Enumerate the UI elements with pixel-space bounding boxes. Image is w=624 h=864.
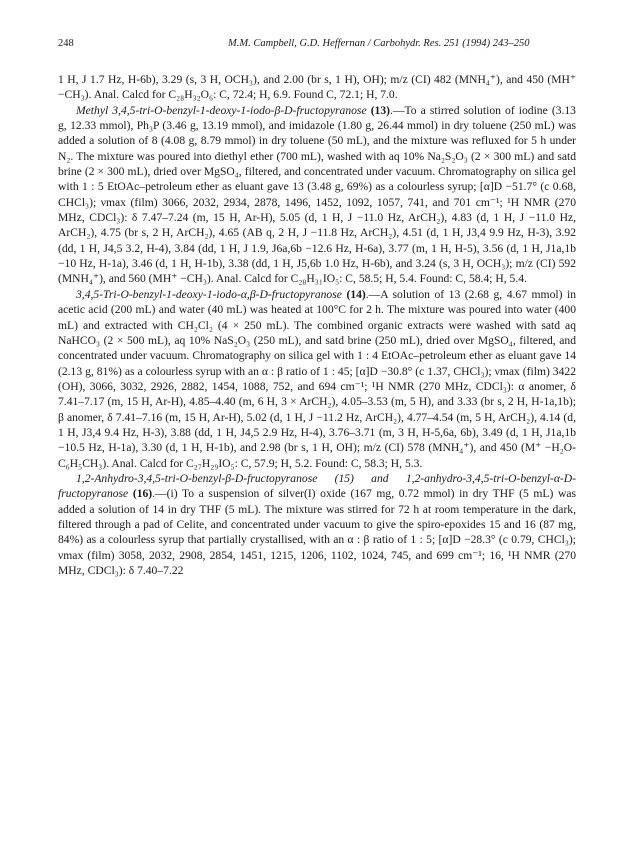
paragraph-text: .—To a stirred solution of iodine (3.13 g, 12.33 mmol), Ph₃P (3.46 g, 13.19 mmol), and imidazole (1.80 g, 26.44 mmol) in dry toluene (250 mL) was added a solution of 8 (4.08 g, 8.79 mmol) in dry toluene (50 mL), and the mixture was refluxed for 5 h under N₂. The mixture was poured into diethyl ether (700 mL), washed with aq 10% Na₂S₂O₃ (2 × 300 mL) and satd brine (2 × 300 mL), dried over MgSO₄, filtered, and concentrated under vacuum. Chromatography on silica gel with 1 : 5 EtOAc–petroleum ether as eluant gave 13 (3.48 g, 69%) as a colourless syrup; [α]D −51.7° (c 0.68, CHCl₃); νmax (film) 3066, 2032, 2934, 2878, 1496, 1452, 1092, 1057, 741, and 701 cm⁻¹; ¹H NMR (270 MHz, CDCl₃): δ 7.47–7.24 (m, 15 H, Ar-H), 5.05 (d, 1 H, J −11.0 Hz, ArCH₂), 4.83 (d, 1 H, J −11.0 Hz, ArCH₂), 4.75 (br s, 2 H, ArCH₂), 4.65 (AB q, 2 H, J −11.8 Hz, ArCH₂), 4.51 (d, 1 H, J3,4 9.9 Hz, H-3), 3.92 (dd, 1 H, J4,5 3.2, H-4), 3.84 (dd, 1 H, J 1.9, J6a,6b −12.6 Hz, H-6a), 3.77 (m, 1 H, H-5), 3.56 (d, 1 H, J1a,1b −10 Hz, H-1a), 3.46 (d, 1 H, H-1b), 3.38 (dd, 1 H, J5,6b 1.0 Hz, H-6b), and 3.24 (s, 3 H, OCH₃); m/z (CI) 592 (MNH₄⁺), and 560 (MH⁺ −CH₃). Anal. Calcd for C₂₈H₃₁IO₅: C, 58.5; H, 5.4. Found: C, 58.4; H, 5.4. — [58, 103, 576, 286]
article-body — [58, 72, 576, 578]
compound-title: 3,4,5-Tri-O-benzyl-1-deoxy-1-iodo-α,β-D-fructopyranose — [76, 287, 342, 301]
paragraph-text: .—(i) To a suspension of silver(I) oxide (167 mg, 0.72 mmol) in dry THF (5 mL) was added a solution of 14 in dry THF (5 mL). The mixture was stirred for 72 h at room temperature in the dark, filtered through a pad of Celite, and concentrated under vacuum to give the spiro-epoxides 15 and 16 (87 mg, 84%) as a colourless syrup that partially crystallised, with an α : β ratio of 1 : 5; [α]D −28.3° (c 0.79, CHCl₃); νmax (film) 3058, 2032, 2908, 2854, 1451, 1215, 1206, 1102, 1024, 745, and 699 cm⁻¹; 16, ¹H NMR (270 MHz, CDCl₃): δ 7.40–7.22 — [58, 487, 576, 577]
paragraph-text: .—A solution of 13 (2.68 g, 4.67 mmol) in acetic acid (200 mL) and water (40 mL) was heated at 100°C for 2 h. The mixture was poured into water (400 mL) and extracted with CH₂Cl₂ (4 × 250 mL). The combined organic extracts were washed with satd aq NaHCO₃ (2 × 500 mL), aq 10% NaS₂O₃ (250 mL), and satd brine (250 mL), dried over MgSO₄, filtered, and concentrated under vacuum. Chromatography on silica gel with 1 : 4 EtOAc–petroleum ether as eluant gave 14 (2.13 g, 81%) as a colourless syrup with an α : β ratio of 1 : 45; [α]D −30.8° (c 1.37, CHCl₃); νmax (film) 3422 (OH), 3066, 3032, 2926, 2882, 1454, 1088, 752, and 694 cm⁻¹; ¹H NMR (270 MHz, CDCl₃): α anomer, δ 7.41–7.17 (m, 15 H, Ar-H), 4.85–4.40 (m, 6 H, 3 × ArCH₂), 4.05–3.53 (m, 5 H), and 3.33 (br s, 2 H, H-1a,1b); β anomer, δ 7.41–7.16 (m, 15 H, Ar-H), 5.02 (d, 1 H, J −11.2 Hz, ArCH₂), 4.77–4.54 (m, 5 H, ArCH₂), 4.14 (d, 1 H, J3,4 9.4 Hz, H-3), 3.88 (dd, 1 H, J4,5 2.9 Hz, H-4), 3.76–3.71 (m, 3 H, H-5,6a, 6b), 3.49 (d, 1 H, J1a,1b −10.5 Hz, H-1a), 3.30 (d, 1 H, H-1b), and 2.98 (br s, 1 H, OH); m/z (CI) 578 (MNH₄⁺), and 450 (M⁺ −H₂O-C₆H₅CH₃). Anal. Calcd for C₂₇H₂₉IO₅: C, 57.9; H, 5.2. Found: C, 58.3; H, 5.3. — [58, 287, 576, 470]
paragraph-compound-14 — [58, 287, 576, 471]
running-header: M.M. Campbell, G.D. Heffernan / Carbohydr. Res. 251 (1994) 243–250 — [228, 38, 530, 49]
compound-title: 1,2-Anhydro-3,4,5-tri-O-benzyl-β-D-fructopyranose (15) and 1,2-anhydro-3,4,5-tri-O-benzyl-α-D-fructopyranose — [58, 471, 576, 501]
page-number: 248 — [58, 38, 74, 49]
compound-number: (14) — [346, 287, 366, 301]
paragraph-compound-15-16 — [58, 471, 576, 578]
compound-title: Methyl 3,4,5-tri-O-benzyl-1-deoxy-1-iodo-β-D-fructopyranose — [76, 103, 367, 117]
paragraph-text: 1 H, J 1.7 Hz, H-6b), 3.29 (s, 3 H, OCH₃), and 2.00 (br s, 1 H), OH); m/z (CI) 482 (MNH₄⁺), and 450 (MH⁺ −CH₃). Anal. Calcd for C₂₈H₃₂O₆: C, 72.4; H, 6.9. Found C, 72.1; H, 7.0. — [58, 73, 576, 102]
compound-number: (16) — [132, 487, 153, 501]
paragraph-continuation — [58, 72, 576, 103]
compound-number: (13) — [370, 103, 391, 117]
paragraph-compound-13 — [58, 103, 576, 287]
